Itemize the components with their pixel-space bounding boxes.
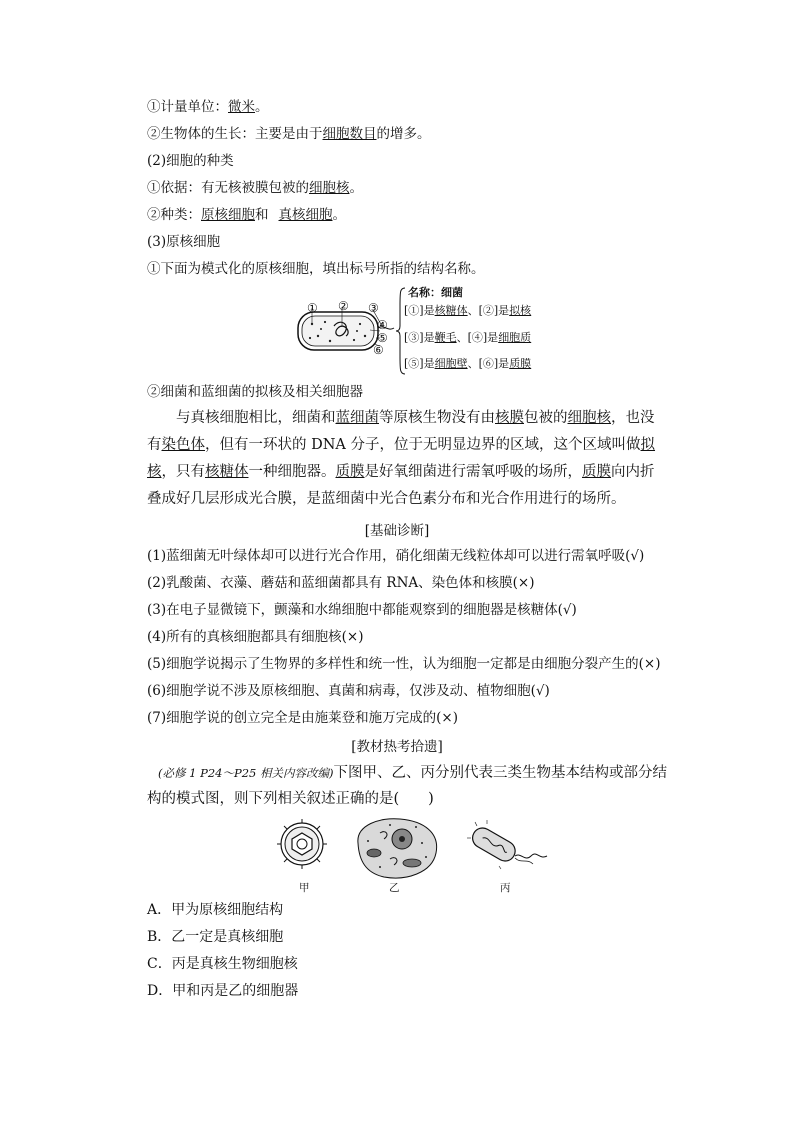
answer-text: 质膜 (509, 357, 532, 370)
marker-1: ① (307, 301, 318, 315)
option-d: D．甲和丙是乙的细胞器 (147, 983, 299, 999)
answer-row-3 (404, 356, 531, 371)
section-title-diagnosis: [基础诊断] (364, 523, 430, 539)
text: 。 (255, 99, 269, 115)
text: ，也没有 (147, 410, 655, 453)
caption-jia: 甲 (299, 882, 310, 894)
answer-text: 核糖体 (434, 304, 468, 317)
answer-text: 原核细胞 (201, 207, 255, 223)
text: 下图甲、乙、丙分别代表三类生物基本结构或部分结 (333, 765, 667, 781)
line-basis (147, 178, 363, 198)
instruction-text: ①下面为模式化的原核细胞，填出标号所指的结构名称。 (147, 261, 485, 277)
text: 的增多。 (376, 126, 431, 142)
text: [⑤]是 (404, 357, 435, 370)
answer-text: 细胞壁 (434, 357, 468, 370)
question-line-2: 构的模式图，则下列相关叙述正确的是( ) (147, 791, 434, 807)
diagnosis-item-7: (7)细胞学说的创立完全是由施莱登和施万完成的(×) (147, 710, 458, 726)
answer-text: 染色体 (161, 437, 205, 453)
text: 。 (332, 207, 346, 223)
option-a: A．甲为原核细胞结构 (147, 902, 284, 918)
text: 一种细胞器。 (248, 464, 336, 480)
answer-row-1 (404, 303, 531, 318)
diagnosis-item-6: (6)细胞学说不涉及原核细胞、真菌和病毒，仅涉及动、植物细胞(√) (147, 683, 550, 699)
diagnosis-item-5: (5)细胞学说揭示了生物界的多样性和统一性，认为细胞一定都是由细胞分裂产生的(×) (147, 656, 661, 672)
text: [①]是 (404, 304, 435, 317)
text: ②种类： (147, 207, 201, 223)
caption-yi: 乙 (389, 882, 400, 894)
paragraph-prokaryote (147, 405, 667, 513)
caption-bing: 丙 (500, 882, 511, 894)
diagnosis-item-4: (4)所有的真核细胞都具有细胞核(×) (147, 629, 364, 645)
line-types (147, 205, 346, 225)
section-title-textbook: [教材热考拾遗] (351, 739, 443, 755)
answer-text: 质膜 (582, 464, 611, 480)
virus-jia-image (276, 818, 328, 870)
text: ，只有 (161, 464, 205, 480)
answer-row-2 (404, 330, 531, 345)
question-line-1 (158, 760, 667, 786)
text: 等原核生物没有由 (379, 410, 495, 426)
text: [③]是 (404, 331, 435, 344)
diagnosis-item-2: (2)乳酸菌、衣藻、蘑菇和蓝细菌都具有 RNA、染色体和核膜(×) (147, 575, 535, 591)
answer-text: 拟核 (147, 437, 656, 480)
line-unit (147, 97, 269, 117)
answer-text: 质膜 (335, 464, 365, 480)
option-c: C．丙是真核生物细胞核 (147, 956, 298, 972)
line-growth (147, 124, 431, 144)
text: 与真核细胞相比，细菌和 (176, 410, 336, 426)
option-b: B．乙一定是真核细胞 (147, 929, 284, 945)
subheading-cell-types: (2)细胞的种类 (147, 153, 234, 169)
text: 。 (349, 180, 363, 196)
text: 和 (255, 207, 269, 223)
marker-4: ④ (377, 318, 388, 332)
marker-5: ⑤ (377, 331, 388, 345)
text: 向内折叠成好几层形成光合膜，是蓝细菌中光合色素分布和光合作用进行的场所。 (147, 464, 655, 507)
text: ①依据：有无核被膜包被的 (147, 180, 309, 196)
text: ，但有一环状的 DNA 分子，位于无明显边界的区域，这个区域叫做 (205, 437, 641, 453)
answer-text: 微米 (228, 99, 255, 115)
marker-3: ③ (368, 301, 379, 315)
answer-text: 核膜 (495, 410, 524, 426)
answer-text: 鞭毛 (434, 331, 457, 344)
text: 是好氧细菌进行需氧呼吸的场所， (364, 464, 582, 480)
text: 包被的 (524, 410, 568, 426)
diagnosis-item-3: (3)在电子显微镜下，颤藻和水绵细胞中都能观察到的细胞器是核糖体(√) (147, 602, 577, 618)
text: 、[②]是 (467, 304, 510, 317)
answer-text: 蓝细菌 (335, 410, 379, 426)
answer-text: 细胞数目 (322, 126, 377, 142)
eukaryotic-cell-yi-image (350, 813, 442, 883)
name-label: 名称：细菌 (408, 286, 463, 299)
answer-text: 细胞核 (567, 410, 611, 426)
answer-text: 细胞核 (309, 180, 350, 196)
answer-text: 细胞质 (498, 331, 532, 344)
answer-text: 拟核 (509, 304, 532, 317)
answer-text: 核糖体 (205, 464, 249, 480)
text: 、[④]是 (456, 331, 499, 344)
answer-text: 真核细胞 (278, 207, 333, 223)
marker-2: ② (338, 299, 349, 313)
subheading-nucleoid: ②细菌和蓝细菌的拟核及相关细胞器 (147, 384, 363, 400)
source-note: (必修 1 P24～P25 相关内容改编) (158, 766, 334, 780)
text: ①计量单位： (147, 99, 228, 115)
diagnosis-item-1: (1)蓝细菌无叶绿体却可以进行光合作用，硝化细菌无线粒体却可以进行需氧呼吸(√) (147, 548, 645, 564)
marker-6: ⑥ (373, 343, 384, 357)
text: 、[⑥]是 (467, 357, 510, 370)
text: ②生物体的生长：主要是由于 (147, 126, 323, 142)
bacterium-bing-image (463, 818, 549, 870)
subheading-prokaryote: (3)原核细胞 (147, 234, 221, 250)
